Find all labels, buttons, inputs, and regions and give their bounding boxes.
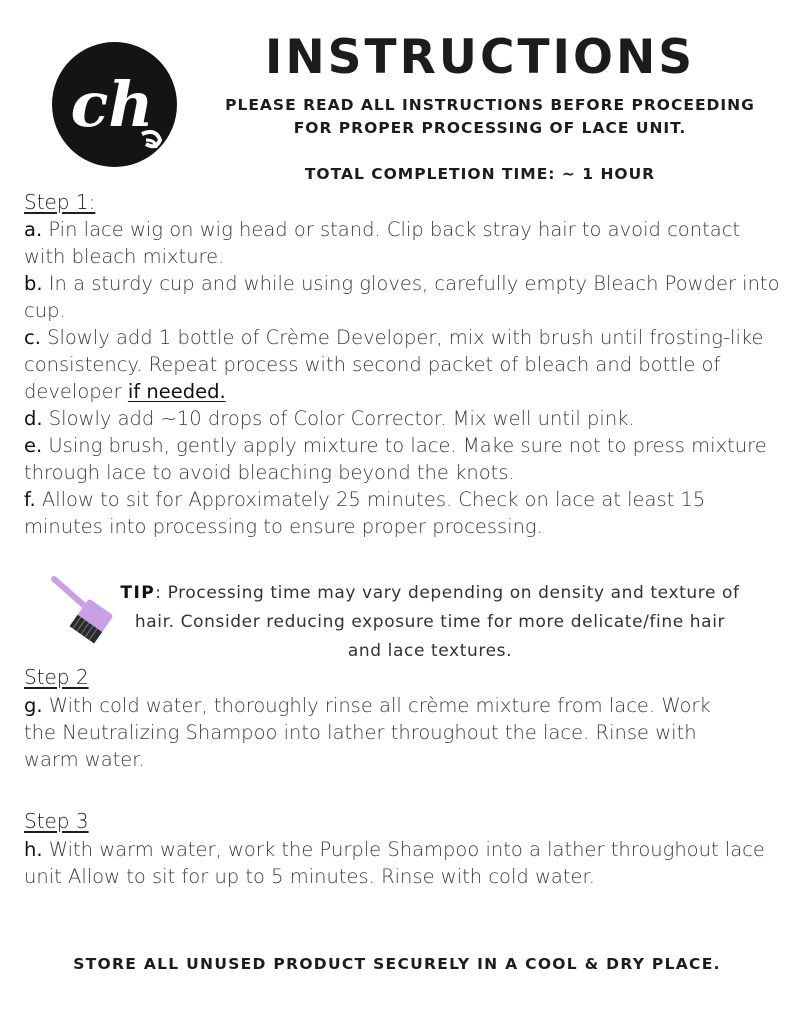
step1-item-f: [24, 486, 784, 540]
step1-item-a: [24, 216, 784, 270]
brand-logo: [52, 42, 177, 167]
item-letter: b.: [24, 272, 43, 295]
item-letter: g.: [24, 694, 43, 717]
item-letter: f.: [24, 488, 36, 511]
storage-notice: STORE ALL UNUSED PRODUCT SECURELY IN A COOL & DRY PLACE.: [73, 955, 721, 973]
subtitle-line-2: FOR PROPER PROCESSING OF LACE UNIT.: [293, 119, 687, 137]
page-title: INSTRUCTIONS: [264, 30, 696, 85]
logo-mark: [52, 42, 177, 167]
item-letter: e.: [24, 434, 43, 457]
item-text: With warm water, work the Purple Shampoo into a lather throughout lace unit Allow to sit for up to 5 minutes. Rinse with cold water.: [24, 838, 765, 888]
item-text: Allow to sit for Approximately 25 minutes. Check on lace at least 15 minutes into processing to ensure proper processing.: [24, 488, 706, 538]
total-completion-time: TOTAL COMPLETION TIME: ~ 1 HOUR: [304, 165, 656, 183]
step1-item-c: [24, 324, 784, 405]
item-letter: c.: [24, 326, 41, 349]
logo-letters: ch: [70, 68, 154, 141]
step1-item-e: [24, 432, 784, 486]
item-letter: a.: [24, 218, 43, 241]
step1-item-d: [24, 405, 784, 432]
item-text: Slowly add 1 bottle of Crème Developer, mix with brush until frosting-like consistency. Repeat process with second packet of bleach and bottle of developer: [24, 326, 764, 403]
item-text: In a sturdy cup and while using gloves, carefully empty Bleach Powder into cup.: [24, 272, 780, 322]
step2-item-g: [24, 692, 744, 773]
step1-item-b: [24, 270, 784, 324]
item-text: Slowly add ~10 drops of Color Corrector. Mix well until pink.: [42, 407, 635, 430]
step2-heading: Step 2: [24, 665, 89, 689]
step1-heading: Step 1:: [24, 190, 96, 214]
tint-brush-icon: [50, 575, 122, 647]
tip-text: : Processing time may vary depending on density and texture of hair. Consider reducing exposure time for more delicate/fine hair and lace textures.: [134, 583, 740, 661]
step3-list: [24, 836, 784, 890]
item-letter: h.: [24, 838, 43, 861]
step2-list: [24, 692, 744, 773]
page-subtitle: [190, 94, 790, 140]
item-text: With cold water, thoroughly rinse all crème mixture from lace. Work the Neutralizing Shampoo into lather throughout the lace. Rinse with warm water.: [24, 694, 711, 771]
item-text: Pin lace wig on wig head or stand. Clip back stray hair to avoid contact with bleach mixture.: [24, 218, 741, 268]
subtitle-line-1: PLEASE READ ALL INSTRUCTIONS BEFORE PROCEEDING: [225, 96, 755, 114]
step3-heading: Step 3: [24, 809, 89, 833]
tip-label: TIP: [120, 583, 156, 603]
tip-note: [120, 579, 740, 666]
item-text: Using brush, gently apply mixture to lace. Make sure not to press mixture through lace to avoid bleaching beyond the knots.: [24, 434, 767, 484]
if-needed-emphasis: if needed.: [127, 380, 226, 403]
step1-list: [24, 216, 784, 540]
step3-item-h: [24, 836, 784, 890]
item-letter: d.: [24, 407, 43, 430]
